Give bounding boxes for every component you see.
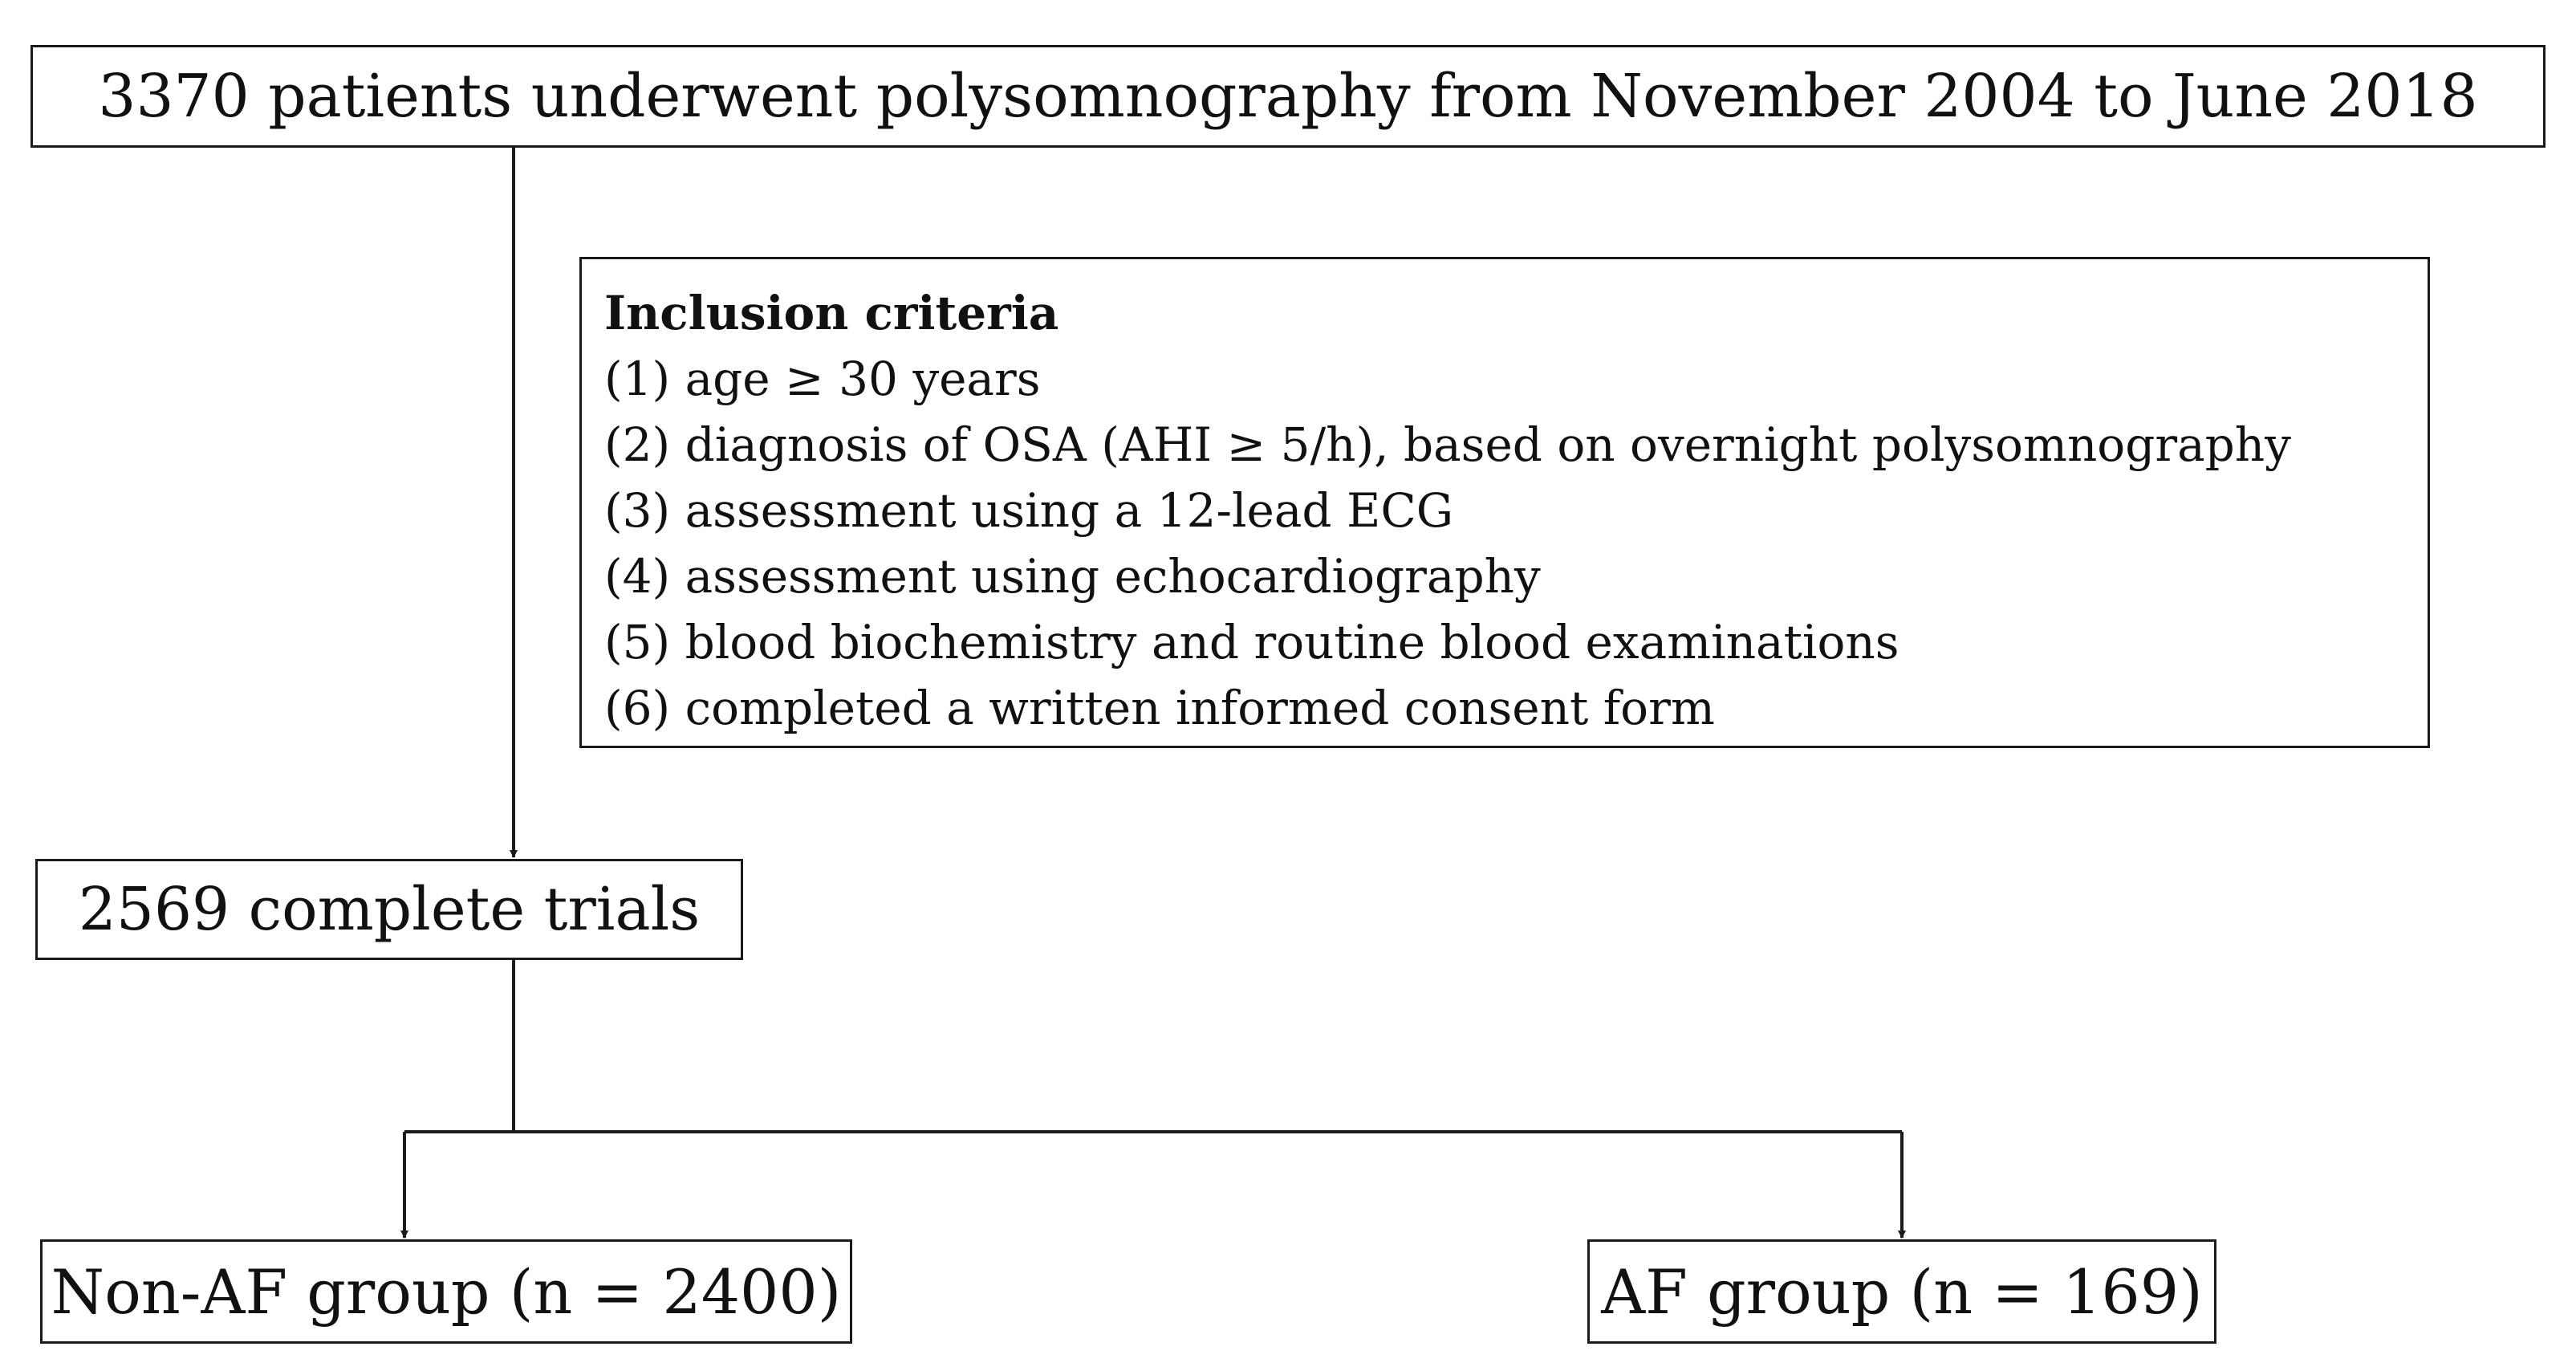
criteria-list [604,346,2428,741]
box-af-group [1587,1239,2216,1344]
total-patients-text: 3370 patients underwent polysomnography from November 2004 to June 2018 [98,62,2478,131]
af-group-text: AF group (n = 169) [1601,1255,2203,1328]
criteria-item: (4) assessment using echocardiography [604,549,1541,604]
criteria-heading: Inclusion criteria [604,286,1059,340]
box-complete-trials [35,859,743,960]
criteria-item: (6) completed a written informed consent form [604,681,1715,735]
criteria-item: (2) diagnosis of OSA (AHI ≥ 5/h), based on overnight polysomnography [604,417,2291,472]
non-af-group-text: Non-AF group (n = 2400) [51,1255,842,1328]
criteria-item: (5) blood biochemistry and routine blood examinations [604,615,1899,669]
box-total-patients [30,45,2546,148]
criteria-item: (1) age ≥ 30 years [604,352,1041,406]
complete-trials-text: 2569 complete trials [78,875,701,944]
box-non-af-group [40,1239,852,1344]
box-inclusion-criteria [579,257,2430,748]
criteria-item: (3) assessment using a 12-lead ECG [604,483,1454,538]
